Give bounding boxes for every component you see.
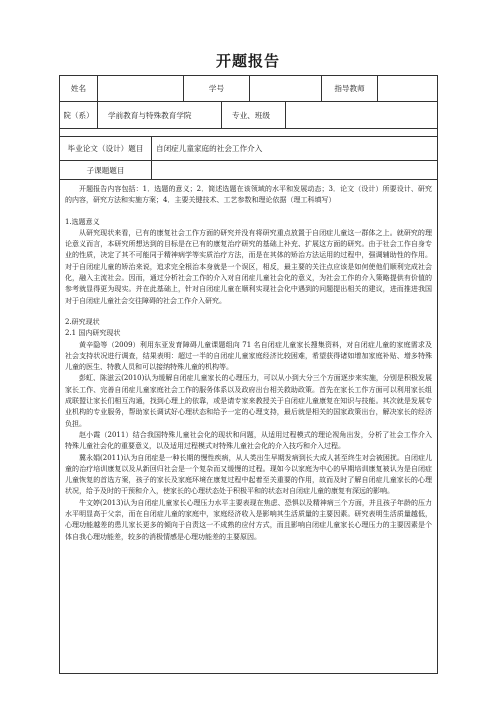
thesis-title-row [60,137,437,161]
subtopic-field[interactable] [152,161,437,179]
subtopic-row [60,161,437,180]
section-2-paragraph-5: 牛文婷(2013)认为自闭症儿童家长心理压力水平主要表现在焦虑、恐惧以及精神病三个方面，并且孩子年龄的压力水平明显高于父亲，而在自闭症儿童的家庭中，家庭经济收入是影响其生活质量的主要因素。研究表明生活质量越低，心理功能越差的患儿家长更多的倾向于自责这一不成熟的应付方式，而且影响自闭症儿童家长心理压力的主要因素是个体自我心理功能差，较多的消极情感是心理功能差的主要原因。 [65,498,432,541]
thesis-title-value: 自闭症儿童家庭的社会工作介入 [156,144,263,153]
proposal-form [59,75,438,674]
section-2-1-heading: 2.1 国内研究现状 [65,329,121,338]
name-label: 姓名 [60,76,98,101]
section-2-paragraph-2: 彭虹、陈滋云(2010)认为缓解自闭症儿童家长的心理压力，可以从小到大分三个方面逐步来实施，分别是积极发展家长工作、完善自闭症儿童家庭社会工作的服务体系以及政府出台相关救助政策。首先在家长工作方面可以利用家长组成联盟让家长们相互沟通，找到心理上的依靠，或是请专家来教授关于自闭症儿童康复在知识与技能。其次就是发展专业机构的专业服务，帮助家长调试好心理状态和给予一定的心理支持，最后就是相关的国家政策出台，解决家长的经济负担。 [65,374,432,428]
department-row [60,102,437,129]
section-1-heading: 1.选题意义 [65,217,100,226]
name-field[interactable] [98,76,184,101]
section-1-paragraph: 从研究现状来看，已有的康复社会工作方面的研究并没有将研究重点放置于自闭症儿童这一群体之上。就研究的理论意义而言，本研究所想达到的目标是在已有的康复治疗研究的基础上补充、扩展这方面的研究。由于社会工作自身专业的性质，决定了其不可能同于精神病学等实质治疗方法，而是在其体的矫治方法运用的过程中，强调辅助性的作用。对于自闭症儿童的矫治来说，追求完全根治本身就是一个误区，相反，最主要的关注点应该是如何使他们顺利完成社会化，融入主流社会。因而，通过分析社会工作的介入对自闭症儿童社会化的意义，为社会工作的介入策略提供有价值的参考就显得更为现实。并在此基础上，针对自闭症儿童在顺利实现社会化中遇到的问题提出相关的建议，进而推进我国对于自闭症儿童社会交往障碍的社会工作介入研究。 [65,228,432,305]
department-label: 院（系） [60,102,98,128]
advisor-field[interactable] [378,76,437,101]
major-label: 专业、班级 [222,102,286,128]
thesis-title-label: 毕业论文（设计）题目 [60,137,152,160]
student-id-label: 学号 [184,76,250,101]
proposal-content [60,180,437,673]
spacer-row [60,129,437,137]
section-2-heading: 2.研究现状 [65,317,100,326]
content-requirements: 开题报告内容包括：1．选题的意义；2．简述选题在该领域的水平和发展动态；3．论文（设计）所要设计、研究的内容，研究方法和实施方案；4．主要关键技术、工艺参数和理论依据（理工科填写） [65,185,432,205]
major-field[interactable] [286,102,437,128]
advisor-label: 指导教师 [322,76,378,101]
subtopic-label: 子课题题目 [60,161,152,179]
section-2-paragraph-1: 黄辛隐等（2009）利用东亚发育障碍儿童课题组向 71 名自闭症儿童家长搜集资料，对自闭症儿童的家庭需求及社会支持状况进行调查，结果表明：超过一半的自闭症儿童家庭经济比较困难，希望获得诸如增加家庭补贴、增多特殊儿童的医生、特教人员和可以接纳特殊儿童的机构等。 [65,340,432,372]
page-title: 开题报告 [215,52,280,70]
info-row [60,76,437,102]
section-2-paragraph-4: 冀永娟(2011)认为自闭症是一种长期的慢性疾病，从人类出生早期发病到长大成人甚至终生对会被困扰。自闭症儿童的治疗培训康复以及从新回归社会是一个复杂而又缓慢的过程。现如今以家庭为中心的早期培训康复被认为是自闭症儿童恢复的首选方案，孩子的家长及家庭环境在康复过程中起着至关重要的作用，故而及时了解自闭症儿童家长的心理状况，给予及时的干预和介入，使家长的心理状态处于积极平和的状态对自闭症儿童的康复有深远的影响。 [65,453,432,496]
section-2-paragraph-3: 赵小霞（2011）结合我国特殊儿童社会化的现状和问题，从适用过程模式的理论视角出发，分析了社会工作介入特殊儿童社会化的重要意义，以及适用过程模式对特殊儿童社会化的介入技巧和介入过程。 [65,430,432,451]
student-id-field[interactable] [250,76,322,101]
department-value: 学前教育与特殊教育学院 [98,102,222,128]
